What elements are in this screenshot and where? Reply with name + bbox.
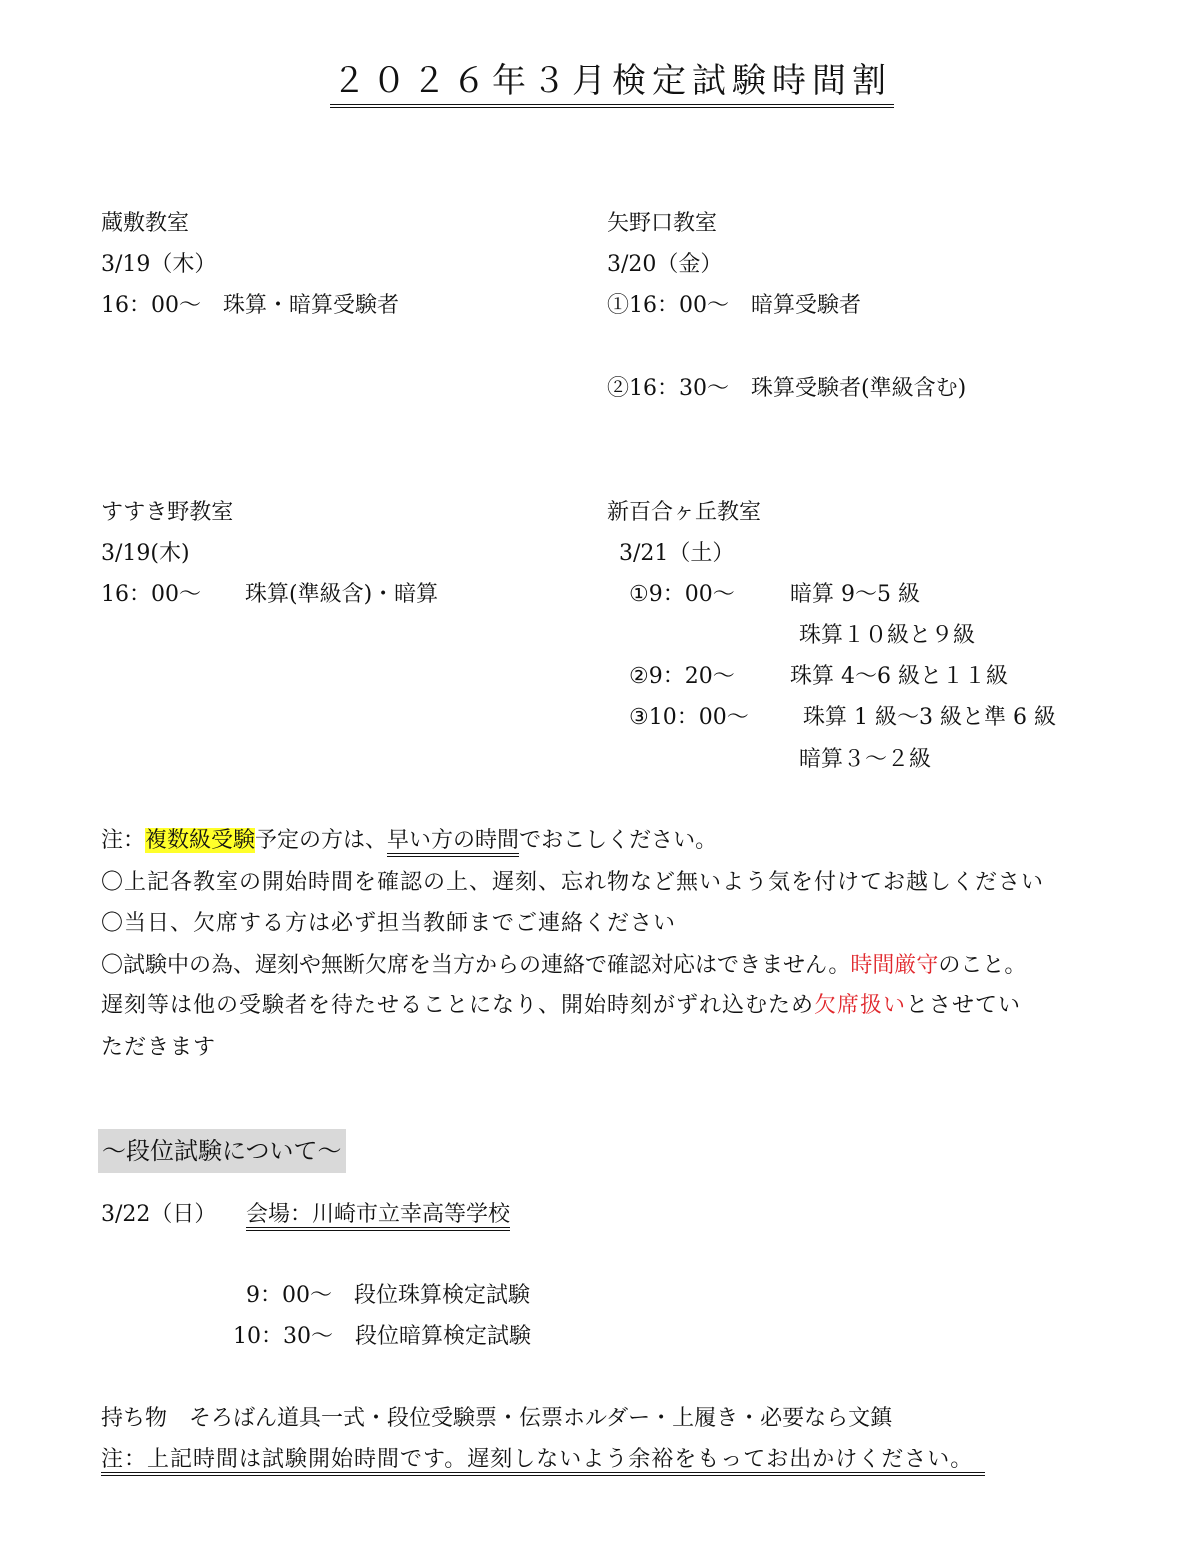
highlight-multiple-grades: 複数級受験 — [145, 828, 256, 853]
footnote-text: 注：上記時間は試験開始時間です。遅刻しないよう余裕をもってお出かけください。 — [101, 1447, 985, 1476]
yanokuchi-schedule-1: ①16：00～ 暗算受験者 — [607, 293, 861, 318]
note-check-start-time: 〇上記各教室の開始時間を確認の上、遅刻、忘れ物など無いよう気を付けてお越しください — [101, 870, 1045, 895]
susukino-name: すすき野教室 — [101, 500, 234, 525]
shinyurigaoka-name: 新百合ヶ丘教室 — [607, 500, 762, 525]
session-1-time: ①9：00～ — [629, 582, 735, 607]
dan-footnote — [101, 1445, 985, 1475]
session-1-subject-b: 珠算１０級と９級 — [799, 623, 976, 648]
note-late-policy-end: ただきます — [101, 1035, 217, 1060]
session-2-subject: 珠算 4～6 級と１１級 — [790, 664, 1008, 689]
note-text: 予定の方は、 — [255, 828, 388, 853]
dan-exam-venue — [246, 1200, 510, 1230]
underline-earlier-time: 早い方の時間 — [387, 828, 519, 857]
yanokuchi-schedule-2: ②16：30～ 珠算受験者(準級含む) — [607, 376, 967, 401]
dan-exam-heading: ～段位試験について～ — [98, 1129, 346, 1173]
red-text-absence: 欠席扱い — [814, 993, 907, 1018]
note-text: のこと。 — [938, 953, 1027, 978]
note-text: とさせてい — [906, 993, 1022, 1018]
session-3-subject-b: 暗算３～２級 — [799, 747, 932, 772]
session-3-time: ③10：00～ — [629, 705, 749, 730]
kurashiki-schedule: 16：00～ 珠算・暗算受験者 — [101, 293, 399, 318]
kurashiki-date: 3/19（木） — [101, 252, 217, 277]
note-late-policy — [101, 991, 1021, 1021]
dan-exam-date: 3/22（日） — [101, 1202, 217, 1227]
note-punctuality — [101, 951, 1026, 981]
page-title: ２０２６年３月検定試験時間割 — [330, 60, 894, 108]
session-3-subject-a: 珠算 1 級～3 級と準 6 級 — [803, 705, 1056, 730]
shinyurigaoka-date: 3/21（土） — [619, 541, 735, 566]
venue-text: 会場：川崎市立幸高等学校 — [246, 1202, 510, 1231]
red-text-punctuality: 時間厳守 — [850, 953, 939, 978]
note-text: でおこしください。 — [519, 828, 718, 853]
session-2-time: ②9：20～ — [629, 664, 735, 689]
note-text: 遅刻等は他の受験者を待たせることになり、開始時刻がずれ込むため — [101, 993, 815, 1018]
dan-abacus-time: 9：00～ 段位珠算検定試験 — [246, 1283, 530, 1308]
note-prefix: 注： — [101, 828, 146, 853]
note-multiple-grades — [101, 826, 717, 856]
susukino-date: 3/19(木) — [101, 541, 190, 566]
susukino-schedule: 16：00～ 珠算(準級含)・暗算 — [101, 582, 439, 607]
items-to-bring: 持ち物 そろばん道具一式・段位受験票・伝票ホルダー・上履き・必要なら文鎮 — [101, 1406, 893, 1431]
dan-mental-time: 10：30～ 段位暗算検定試験 — [233, 1324, 531, 1349]
note-absence-contact: 〇当日、欠席する方は必ず担当教師までご連絡ください — [101, 911, 677, 936]
kurashiki-name: 蔵敷教室 — [101, 211, 190, 236]
yanokuchi-date: 3/20（金） — [607, 252, 723, 277]
session-1-subject-a: 暗算 9～5 級 — [790, 582, 920, 607]
yanokuchi-name: 矢野口教室 — [607, 211, 718, 236]
note-text: 〇試験中の為、遅刻や無断欠席を当方からの連絡で確認対応はできません。 — [101, 953, 851, 978]
